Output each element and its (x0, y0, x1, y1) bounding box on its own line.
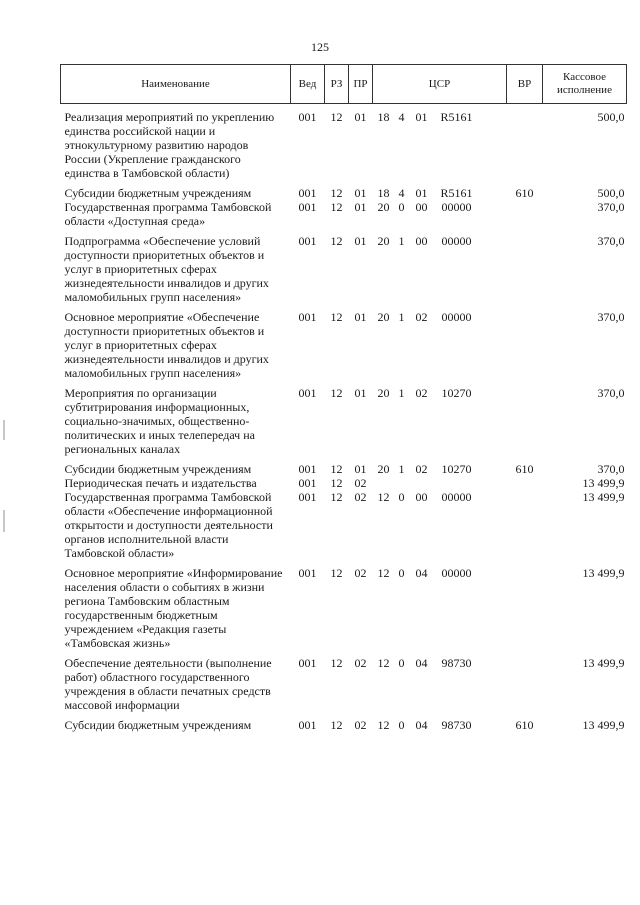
row-rz: 12 (330, 656, 343, 670)
csr-part: 10270 (441, 462, 472, 476)
row-name: Государственная программа Тамбовской области «Обеспечение информационной открытости и доступности деятельности органов исполнительной власти Тамбовской области» (64, 490, 273, 560)
row-pr: 01 (354, 110, 367, 124)
csr-part: 20 (377, 462, 390, 476)
csr-part: 18 (377, 186, 390, 200)
row-csr (373, 456, 507, 476)
csr-part: 01 (415, 186, 428, 200)
row-pr: 01 (354, 200, 367, 214)
left-margin-scan-mark (3, 510, 5, 532)
row-csr (373, 490, 507, 560)
row-pr: 02 (354, 656, 367, 670)
csr-part: 98730 (441, 718, 472, 732)
row-amount: 13 499,9 (582, 656, 625, 670)
csr-part: R5161 (440, 110, 473, 124)
row-vr (507, 200, 543, 228)
row-rz: 12 (330, 462, 343, 476)
row-ved: 001 (298, 476, 317, 490)
csr-part: 02 (415, 462, 428, 476)
table-row (61, 200, 627, 228)
row-csr (373, 560, 507, 650)
row-vr: 610 (515, 462, 534, 476)
row-csr (373, 228, 507, 304)
row-ved: 001 (298, 110, 317, 124)
csr-part: 4 (398, 110, 405, 124)
table-row (61, 456, 627, 476)
row-rz: 12 (330, 566, 343, 580)
csr-part: 04 (415, 566, 428, 580)
row-pr: 02 (354, 566, 367, 580)
row-ved: 001 (298, 718, 317, 732)
row-name: Государственная программа Тамбовской области «Доступная среда» (64, 200, 272, 228)
row-rz: 12 (330, 110, 343, 124)
row-ved: 001 (298, 566, 317, 580)
row-ved: 001 (298, 234, 317, 248)
row-rz: 12 (330, 200, 343, 214)
csr-part: 00000 (441, 566, 472, 580)
row-vr (507, 304, 543, 380)
row-amount: 370,0 (597, 234, 625, 248)
table-row (61, 180, 627, 200)
csr-part: 20 (377, 234, 390, 248)
row-csr (373, 200, 507, 228)
row-ved: 001 (298, 656, 317, 670)
row-csr (373, 304, 507, 380)
row-rz: 12 (330, 490, 343, 504)
header-rz: РЗ (325, 65, 349, 104)
table-row (61, 228, 627, 304)
row-csr (373, 380, 507, 456)
csr-part: 02 (415, 386, 428, 400)
table-row (61, 490, 627, 560)
csr-part: 04 (415, 656, 428, 670)
csr-part: 0 (398, 490, 405, 504)
row-amount: 13 499,9 (582, 718, 625, 732)
row-vr (507, 380, 543, 456)
csr-part: 98730 (441, 656, 472, 670)
csr-part: 12 (377, 490, 390, 504)
row-pr: 02 (354, 490, 367, 504)
row-amount: 370,0 (597, 310, 625, 324)
row-pr: 01 (354, 386, 367, 400)
header-name: Наименование (61, 65, 291, 104)
csr-part: 0 (398, 566, 405, 580)
row-name: Мероприятия по организации субтитрирования информационных, социально-значимых, общественно-политических и иных телепередач на региональных каналах (64, 386, 255, 456)
row-amount: 13 499,9 (582, 490, 625, 504)
row-name: Периодическая печать и издательства (64, 476, 257, 490)
row-csr (373, 712, 507, 732)
row-amount: 500,0 (597, 110, 625, 124)
csr-part: 00 (415, 234, 428, 248)
header-ved: Вед (291, 65, 325, 104)
row-pr: 01 (354, 310, 367, 324)
row-rz: 12 (330, 476, 343, 490)
csr-part: 02 (415, 310, 428, 324)
header-csr: ЦСР (373, 65, 507, 104)
row-ved: 001 (298, 200, 317, 214)
row-name: Основное мероприятие «Информирование населения области о событиях в жизни региона Тамбовским областным государственным бюджетным учреждением «Редакция газеты «Тамбовская жизнь» (64, 566, 283, 650)
csr-part: 00000 (441, 310, 472, 324)
row-name: Субсидии бюджетным учреждениям (64, 718, 252, 732)
csr-part: 0 (398, 656, 405, 670)
table-row (61, 476, 627, 490)
csr-part: 1 (398, 462, 405, 476)
csr-part: 20 (377, 310, 390, 324)
csr-part: 0 (398, 718, 405, 732)
csr-part: 12 (377, 656, 390, 670)
row-name: Основное мероприятие «Обеспечение доступности приоритетных объектов и услуг в приоритетных сферах жизнедеятельности инвалидов и других маломобильных групп населения» (64, 310, 269, 380)
csr-part: 12 (377, 718, 390, 732)
row-pr: 02 (354, 476, 367, 490)
csr-part: 12 (377, 566, 390, 580)
csr-part: 4 (398, 186, 405, 200)
row-vr (507, 228, 543, 304)
row-vr (507, 560, 543, 650)
row-csr (373, 650, 507, 712)
row-vr (507, 490, 543, 560)
row-amount: 13 499,9 (582, 476, 625, 490)
row-rz: 12 (330, 186, 343, 200)
row-amount: 370,0 (597, 200, 625, 214)
csr-part: 1 (398, 234, 405, 248)
csr-part: 1 (398, 386, 405, 400)
row-pr: 01 (354, 234, 367, 248)
csr-part: 04 (415, 718, 428, 732)
row-ved: 001 (298, 462, 317, 476)
table-body (61, 104, 627, 733)
table-row (61, 650, 627, 712)
row-amount: 370,0 (597, 386, 625, 400)
row-ved: 001 (298, 310, 317, 324)
csr-part: 20 (377, 386, 390, 400)
row-name: Субсидии бюджетным учреждениям (64, 462, 252, 476)
row-csr (373, 180, 507, 200)
table-row (61, 380, 627, 456)
budget-execution-table (60, 64, 627, 732)
row-ved: 001 (298, 186, 317, 200)
row-csr (373, 476, 507, 490)
row-ved: 001 (298, 490, 317, 504)
table-row (61, 104, 627, 181)
csr-part: 00000 (441, 234, 472, 248)
table-header (61, 65, 627, 104)
row-pr: 01 (354, 462, 367, 476)
row-ved: 001 (298, 386, 317, 400)
header-vr: ВР (507, 65, 543, 104)
row-name: Реализация мероприятий по укреплению единства российской нации и этнокультурному развитию народов России (Укрепление гражданского единства в Тамбовской области) (64, 110, 275, 180)
row-amount: 370,0 (597, 462, 625, 476)
csr-part: 20 (377, 200, 390, 214)
csr-part: 00000 (441, 200, 472, 214)
header-pr: ПР (349, 65, 373, 104)
csr-part: 18 (377, 110, 390, 124)
left-margin-scan-mark (3, 420, 5, 440)
row-name: Подпрограмма «Обеспечение условий доступности приоритетных объектов и услуг в приоритетных сферах жизнедеятельности инвалидов и других маломобильных групп населения» (64, 234, 269, 304)
table-row (61, 560, 627, 650)
header-amount: Кассовое исполнение (543, 65, 627, 104)
csr-part: 0 (398, 200, 405, 214)
row-rz: 12 (330, 386, 343, 400)
row-rz: 12 (330, 718, 343, 732)
row-pr: 01 (354, 186, 367, 200)
row-name: Обеспечение деятельности (выполнение работ) областного государственного учреждения в области печатных средств массовой информации (64, 656, 272, 712)
row-vr: 610 (515, 186, 534, 200)
row-pr: 02 (354, 718, 367, 732)
page-number: 125 (311, 40, 329, 54)
row-csr (373, 104, 507, 181)
table-row (61, 712, 627, 732)
row-rz: 12 (330, 234, 343, 248)
row-amount: 13 499,9 (582, 566, 625, 580)
row-rz: 12 (330, 310, 343, 324)
csr-part: 01 (415, 110, 428, 124)
row-amount: 500,0 (597, 186, 625, 200)
csr-part: 00 (415, 200, 428, 214)
row-vr: 610 (515, 718, 534, 732)
csr-part: 1 (398, 310, 405, 324)
csr-part: 10270 (441, 386, 472, 400)
csr-part: 00 (415, 490, 428, 504)
csr-part: R5161 (440, 186, 473, 200)
row-vr (507, 104, 543, 181)
row-vr (507, 476, 543, 490)
table-row (61, 304, 627, 380)
csr-part: 00000 (441, 490, 472, 504)
row-vr (507, 650, 543, 712)
row-name: Субсидии бюджетным учреждениям (64, 186, 252, 200)
